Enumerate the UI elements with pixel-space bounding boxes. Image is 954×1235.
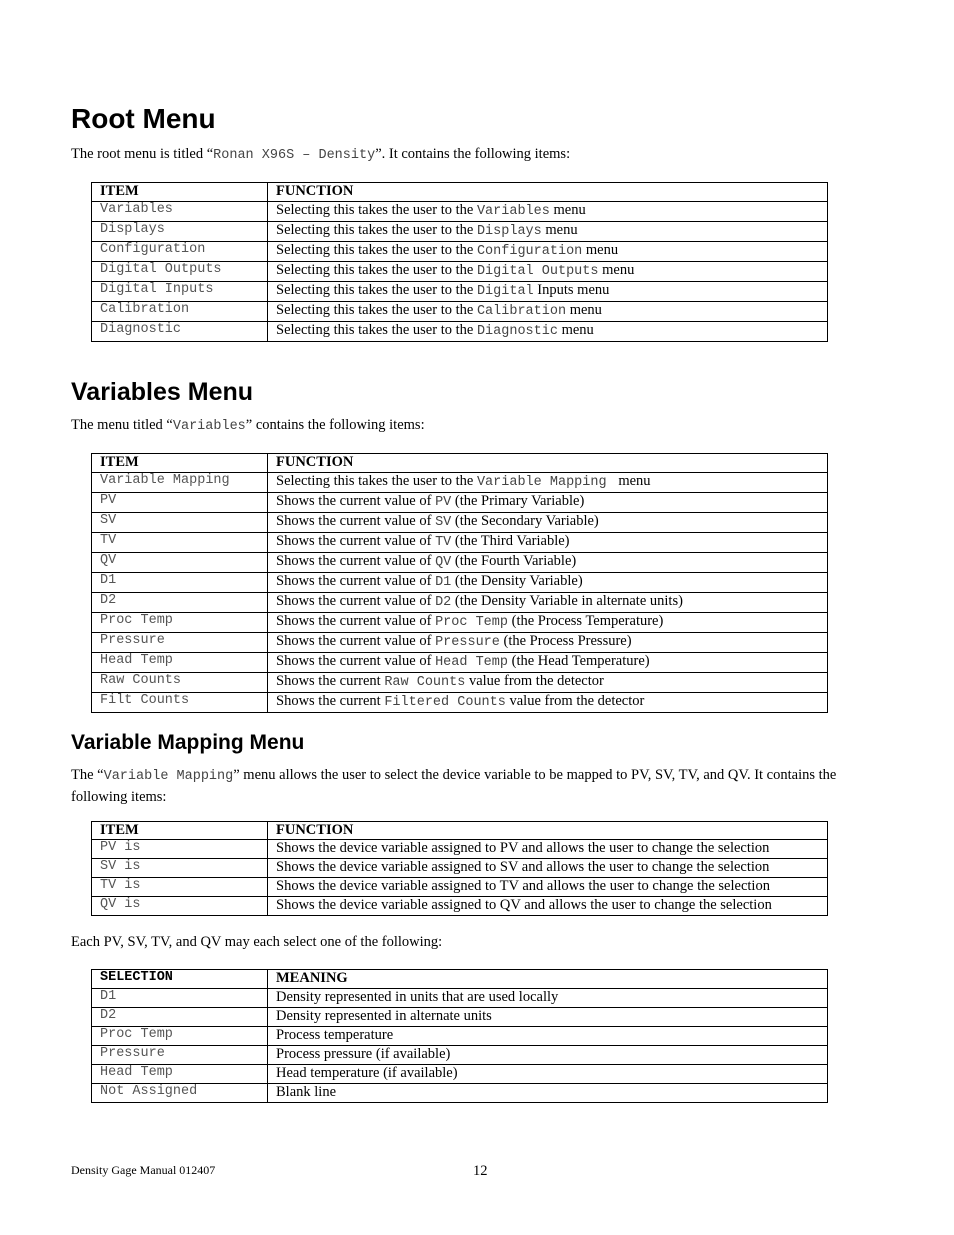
table-row xyxy=(92,573,828,593)
function-text: Shows the current value of xyxy=(276,513,436,529)
description-cell: Shows the device variable assigned to QV and allows the user to change the selection xyxy=(268,897,828,916)
item-cell: Configuration xyxy=(92,242,268,262)
function-text: Selecting this takes the user to the xyxy=(276,202,477,218)
root-menu-intro: The root menu is titled “Ronan X96S – Density”. It contains the following items: xyxy=(71,146,571,163)
function-cell xyxy=(268,202,828,222)
function-text: Selecting this takes the user to the xyxy=(276,242,477,258)
footer-manual-title: Density Gage Manual 012407 xyxy=(71,1163,216,1177)
function-cell xyxy=(268,493,828,513)
table-row xyxy=(92,513,828,533)
item-cell: QV xyxy=(92,553,268,573)
function-text: (the Fourth Variable) xyxy=(451,553,577,569)
function-text: menu xyxy=(549,202,586,218)
function-code: Proc Temp xyxy=(435,615,508,630)
table-header-row xyxy=(92,822,828,840)
table-row xyxy=(92,1027,828,1046)
item-cell: PV xyxy=(92,493,268,513)
function-code: Variables xyxy=(476,204,550,219)
table-row xyxy=(92,859,828,878)
function-text: value from the detector xyxy=(505,693,645,709)
table-row xyxy=(92,533,828,553)
function-text: Selecting this takes the user to the xyxy=(276,473,477,489)
table-row xyxy=(92,322,828,342)
item-cell: Digital Inputs xyxy=(92,282,268,302)
function-text: Shows the current xyxy=(276,673,385,689)
description-cell: Blank line xyxy=(268,1084,828,1103)
description-cell: Density represented in alternate units xyxy=(268,1008,828,1027)
function-text: menu xyxy=(598,262,635,278)
function-cell xyxy=(268,553,828,573)
function-cell xyxy=(268,282,828,302)
variables-menu-intro: The menu titled “Variables” contains the following items: xyxy=(71,417,425,434)
function-text: Shows the current value of xyxy=(276,653,436,669)
function-code: D2 xyxy=(435,595,452,610)
function-code: Digital Outputs xyxy=(476,264,599,279)
table-row xyxy=(92,1084,828,1103)
item-cell: Proc Temp xyxy=(92,613,268,633)
function-text: Shows the current value of xyxy=(276,633,436,649)
function-text: Shows the current value of xyxy=(276,493,436,509)
function-text: (the Head Temperature) xyxy=(507,653,650,669)
table-row xyxy=(92,262,828,282)
table-row xyxy=(92,202,828,222)
table-row xyxy=(92,302,828,322)
table-row xyxy=(92,673,828,693)
table-row xyxy=(92,242,828,262)
item-cell: D2 xyxy=(92,1008,268,1027)
table-header-row xyxy=(92,454,828,473)
function-cell xyxy=(268,573,828,593)
function-text: Selecting this takes the user to the xyxy=(276,282,477,298)
footer-page-number: 12 xyxy=(473,1163,488,1179)
function-text: menu xyxy=(557,322,594,338)
table-row xyxy=(92,1046,828,1065)
item-cell: Diagnostic xyxy=(92,322,268,342)
function-cell xyxy=(268,262,828,282)
function-text: (the Process Pressure) xyxy=(499,633,632,649)
function-cell xyxy=(268,633,828,653)
function-cell xyxy=(268,302,828,322)
table-row xyxy=(92,222,828,242)
function-code: SV xyxy=(435,515,452,530)
function-text: (the Primary Variable) xyxy=(451,493,585,509)
item-cell: SV is xyxy=(92,859,268,878)
function-text: Shows the current value of xyxy=(276,593,436,609)
function-text: Shows the current xyxy=(276,693,385,709)
function-cell xyxy=(268,513,828,533)
table-row xyxy=(92,282,828,302)
function-cell xyxy=(268,222,828,242)
item-cell: Variable Mapping xyxy=(92,473,268,493)
table-row xyxy=(92,553,828,573)
description-cell: Process pressure (if available) xyxy=(268,1046,828,1065)
function-text: Selecting this takes the user to the xyxy=(276,302,477,318)
table-row xyxy=(92,493,828,513)
column-header-selection: SELECTION xyxy=(92,970,268,989)
function-text: value from the detector xyxy=(465,673,604,689)
column-header-item: ITEM xyxy=(92,183,268,202)
root-menu-heading: Root Menu xyxy=(71,103,216,134)
function-text: Shows the current value of xyxy=(276,533,436,549)
variables-menu-heading: Variables Menu xyxy=(71,378,254,406)
function-code: Diagnostic xyxy=(476,324,558,339)
function-code: D1 xyxy=(435,575,452,590)
function-text: (the Process Temperature) xyxy=(507,613,664,629)
item-cell: PV is xyxy=(92,840,268,859)
table-header-row xyxy=(92,970,828,989)
function-code: PV xyxy=(435,495,452,510)
item-cell: Pressure xyxy=(92,1046,268,1065)
function-text: menu xyxy=(614,473,651,489)
table-row xyxy=(92,840,828,859)
table-row xyxy=(92,693,828,713)
table-row xyxy=(92,613,828,633)
function-cell xyxy=(268,242,828,262)
table-header-row xyxy=(92,183,828,202)
function-code: Filtered Counts xyxy=(384,695,506,710)
function-code: TV xyxy=(435,535,452,550)
function-text: menu xyxy=(541,222,578,238)
item-cell: TV is xyxy=(92,878,268,897)
function-text: (the Density Variable in alternate units) xyxy=(451,593,683,609)
item-cell: Proc Temp xyxy=(92,1027,268,1046)
description-cell: Shows the device variable assigned to SV and allows the user to change the selection xyxy=(268,859,828,878)
item-cell: Digital Outputs xyxy=(92,262,268,282)
function-cell xyxy=(268,322,828,342)
function-code: QV xyxy=(435,555,452,570)
function-text: Shows the current value of xyxy=(276,553,436,569)
column-header-function: FUNCTION xyxy=(268,822,828,840)
function-cell xyxy=(268,613,828,633)
column-header-item: ITEM xyxy=(92,454,268,473)
item-cell: D1 xyxy=(92,573,268,593)
function-code: Head Temp xyxy=(435,655,508,670)
function-cell xyxy=(268,653,828,673)
item-cell: D1 xyxy=(92,989,268,1008)
table-row xyxy=(92,989,828,1008)
function-text: (the Secondary Variable) xyxy=(451,513,599,529)
item-cell: Not Assigned xyxy=(92,1084,268,1103)
function-text: menu xyxy=(566,302,602,318)
table-row xyxy=(92,633,828,653)
function-code: Digital xyxy=(476,284,534,299)
item-cell: D2 xyxy=(92,593,268,613)
function-text: Selecting this takes the user to the xyxy=(276,262,477,278)
item-cell: Calibration xyxy=(92,302,268,322)
function-cell xyxy=(268,533,828,553)
column-header-function: FUNCTION xyxy=(268,454,828,473)
item-cell: Filt Counts xyxy=(92,693,268,713)
description-cell: Shows the device variable assigned to PV and allows the user to change the selection xyxy=(268,840,828,859)
table-row xyxy=(92,473,828,493)
function-code: Pressure xyxy=(435,635,500,650)
function-code: Configuration xyxy=(476,244,583,259)
function-cell xyxy=(268,473,828,493)
column-header-item: ITEM xyxy=(92,822,268,840)
function-text: Inputs menu xyxy=(533,282,610,298)
root-menu-table xyxy=(91,182,828,342)
description-cell: Process temperature xyxy=(268,1027,828,1046)
item-cell: Head Temp xyxy=(92,1065,268,1084)
item-cell: Pressure xyxy=(92,633,268,653)
table-row xyxy=(92,897,828,916)
function-cell xyxy=(268,673,828,693)
description-cell: Shows the device variable assigned to TV and allows the user to change the selection xyxy=(268,878,828,897)
variables-menu-table xyxy=(91,453,828,713)
table-row xyxy=(92,1065,828,1084)
function-code: Displays xyxy=(476,224,542,239)
function-text: Selecting this takes the user to the xyxy=(276,222,477,238)
item-cell: SV xyxy=(92,513,268,533)
column-header-meaning: MEANING xyxy=(268,970,828,989)
function-text: menu xyxy=(582,242,619,258)
variable-mapping-intro: The “Variable Mapping” menu allows the user to select the device variable to be mapped to PV, SV, TV, and QV. It contains the following items: xyxy=(71,767,837,805)
item-cell: Variables xyxy=(92,202,268,222)
item-cell: QV is xyxy=(92,897,268,916)
function-text: (the Density Variable) xyxy=(451,573,583,589)
item-cell: Displays xyxy=(92,222,268,242)
function-code: Calibration xyxy=(476,304,567,319)
variable-mapping-table xyxy=(91,821,828,916)
function-cell xyxy=(268,593,828,613)
function-text: Shows the current value of xyxy=(276,573,436,589)
description-cell: Density represented in units that are used locally xyxy=(268,989,828,1008)
selection-intro: Each PV, SV, TV, and QV may each select one of the following: xyxy=(71,934,443,950)
table-row xyxy=(92,1008,828,1027)
column-header-function: FUNCTION xyxy=(268,183,828,202)
function-code: Raw Counts xyxy=(384,675,466,690)
description-cell: Head temperature (if available) xyxy=(268,1065,828,1084)
variable-mapping-heading: Variable Mapping Menu xyxy=(71,731,305,754)
function-text: Selecting this takes the user to the xyxy=(276,322,477,338)
function-code: Variable Mapping xyxy=(476,475,615,490)
selection-table xyxy=(91,969,828,1103)
function-cell xyxy=(268,693,828,713)
item-cell: Raw Counts xyxy=(92,673,268,693)
function-text: (the Third Variable) xyxy=(451,533,570,549)
item-cell: Head Temp xyxy=(92,653,268,673)
table-row xyxy=(92,653,828,673)
table-row xyxy=(92,878,828,897)
table-row xyxy=(92,593,828,613)
function-text: Shows the current value of xyxy=(276,613,436,629)
item-cell: TV xyxy=(92,533,268,553)
